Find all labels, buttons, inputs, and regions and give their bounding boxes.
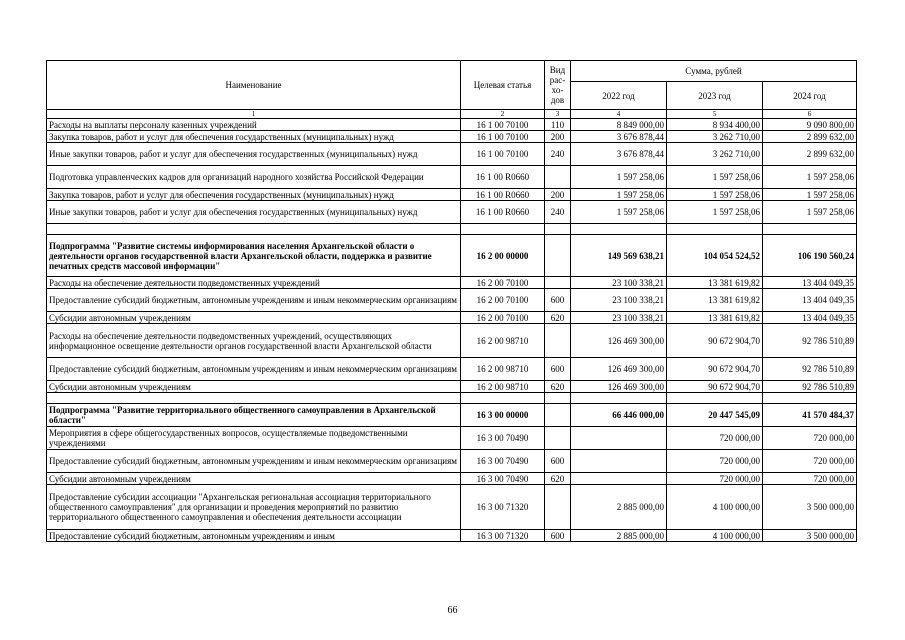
header-expense-type: Вид рас- хо- дов (545, 61, 571, 110)
expense-type-cell: 600 (545, 450, 571, 473)
amount-2022-cell: 3 676 878,44 (571, 143, 667, 166)
target-article-cell: 16 1 00 R0660 (461, 189, 545, 201)
amount-2024-cell: 720 000,00 (763, 450, 857, 473)
amount-2022-cell: 1 597 258,06 (571, 201, 667, 224)
header-target-article: Целевая статья (461, 61, 545, 110)
column-index: 5 (667, 110, 763, 119)
target-article-cell: 16 1 00 R0660 (461, 201, 545, 224)
amount-2023-cell: 3 262 710,00 (667, 131, 763, 143)
amount-2023-cell: 1 597 258,06 (667, 201, 763, 224)
amount-2023-cell: 13 381 619,82 (667, 312, 763, 324)
expense-type-cell: 200 (545, 189, 571, 201)
amount-2024-cell: 92 786 510,89 (763, 381, 857, 393)
table-row (47, 143, 857, 166)
target-article-cell: 16 1 00 70100 (461, 131, 545, 143)
amount-2024-cell: 13 404 049,35 (763, 289, 857, 312)
amount-2022-cell (571, 473, 667, 485)
expense-type-cell (545, 427, 571, 450)
table-row (47, 358, 857, 381)
amount-2023-cell: 90 672 904,70 (667, 324, 763, 358)
amount-2024-cell: 41 570 484,37 (763, 404, 857, 427)
column-index: 2 (461, 110, 545, 119)
amount-2022-cell: 2 885 000,00 (571, 485, 667, 530)
header-year-2022: 2022 год (571, 82, 667, 110)
amount-2022-cell: 23 100 338,21 (571, 312, 667, 324)
expense-type-cell: 600 (545, 530, 571, 542)
header-year-2024: 2024 год (763, 82, 857, 110)
table-row (47, 381, 857, 393)
name-cell: Предоставление субсидий бюджетным, автономным учреждениям и иным некоммерческим организациям (47, 289, 461, 312)
table-header (47, 61, 857, 119)
column-index-row (47, 110, 857, 119)
table-row (47, 289, 857, 312)
target-article-cell: 16 1 00 70100 (461, 143, 545, 166)
amount-2022-cell: 126 469 300,00 (571, 324, 667, 358)
column-index: 6 (763, 110, 857, 119)
target-article-cell: 16 1 00 R0660 (461, 166, 545, 189)
table-row (47, 312, 857, 324)
expense-type-cell: 620 (545, 312, 571, 324)
spacer-cell (545, 224, 571, 235)
amount-2023-cell: 13 381 619,82 (667, 289, 763, 312)
name-cell: Подпрограмма "Развитие системы информирования населения Архангельской области о деятельности органов государственной власти Архангельской области, поддержка и развитие печатных средств массовой информации" (47, 235, 461, 277)
expense-type-cell: 600 (545, 289, 571, 312)
amount-2024-cell: 1 597 258,06 (763, 189, 857, 201)
amount-2023-cell: 104 054 524,52 (667, 235, 763, 277)
subprogram-row (47, 235, 857, 277)
name-cell: Субсидии автономным учреждениям (47, 312, 461, 324)
name-cell: Иные закупки товаров, работ и услуг для обеспечения государственных (муниципальных) нужд (47, 201, 461, 224)
spacer-row (47, 393, 857, 404)
amount-2022-cell: 1 597 258,06 (571, 189, 667, 201)
table-body (47, 119, 857, 542)
amount-2023-cell: 720 000,00 (667, 427, 763, 450)
amount-2024-cell: 106 190 560,24 (763, 235, 857, 277)
target-article-cell: 16 2 00 98710 (461, 381, 545, 393)
table-row (47, 473, 857, 485)
table-row (47, 324, 857, 358)
table-row (47, 450, 857, 473)
amount-2024-cell: 92 786 510,89 (763, 358, 857, 381)
spacer-row (47, 224, 857, 235)
amount-2023-cell: 720 000,00 (667, 473, 763, 485)
amount-2022-cell: 8 849 000,00 (571, 119, 667, 131)
table-row (47, 131, 857, 143)
amount-2023-cell: 4 100 000,00 (667, 485, 763, 530)
name-cell: Субсидии автономным учреждениям (47, 473, 461, 485)
amount-2022-cell: 149 569 638,21 (571, 235, 667, 277)
expense-type-cell: 240 (545, 143, 571, 166)
amount-2023-cell: 90 672 904,70 (667, 381, 763, 393)
table-row (47, 485, 857, 530)
target-article-cell: 16 3 00 71320 (461, 530, 545, 542)
amount-2024-cell: 92 786 510,89 (763, 324, 857, 358)
name-cell: Мероприятия в сфере общегосударственных вопросов, осуществляемые подведомственными учреждениями (47, 427, 461, 450)
expense-type-cell (545, 485, 571, 530)
amount-2022-cell: 66 446 000,00 (571, 404, 667, 427)
spacer-cell (763, 393, 857, 404)
spacer-cell (667, 224, 763, 235)
name-cell: Субсидии автономным учреждениям (47, 381, 461, 393)
amount-2024-cell: 720 000,00 (763, 473, 857, 485)
expense-type-cell: 200 (545, 131, 571, 143)
amount-2024-cell: 720 000,00 (763, 427, 857, 450)
spacer-cell (545, 393, 571, 404)
amount-2023-cell: 90 672 904,70 (667, 358, 763, 381)
amount-2022-cell: 23 100 338,21 (571, 277, 667, 289)
target-article-cell: 16 2 00 98710 (461, 358, 545, 381)
amount-2023-cell: 3 262 710,00 (667, 143, 763, 166)
name-cell: Подготовка управленческих кадров для организаций народного хозяйства Российской Федерации (47, 166, 461, 189)
table-row (47, 530, 857, 542)
spacer-cell (47, 224, 461, 235)
amount-2024-cell: 2 899 632,00 (763, 131, 857, 143)
amount-2023-cell: 4 100 000,00 (667, 530, 763, 542)
amount-2024-cell: 3 500 000,00 (763, 485, 857, 530)
amount-2022-cell: 3 676 878,44 (571, 131, 667, 143)
expense-type-cell (545, 277, 571, 289)
expense-type-cell (545, 324, 571, 358)
amount-2022-cell: 126 469 300,00 (571, 358, 667, 381)
name-cell: Предоставление субсидий бюджетным, автономным учреждениям и иным (47, 530, 461, 542)
table-row (47, 427, 857, 450)
name-cell: Закупка товаров, работ и услуг для обеспечения государственных (муниципальных) нужд (47, 131, 461, 143)
header-year-2023: 2023 год (667, 82, 763, 110)
amount-2023-cell: 8 934 400,00 (667, 119, 763, 131)
spacer-cell (571, 224, 667, 235)
target-article-cell: 16 2 00 70100 (461, 289, 545, 312)
column-index: 1 (47, 110, 461, 119)
table-row (47, 201, 857, 224)
expense-type-cell (545, 235, 571, 277)
column-index: 4 (571, 110, 667, 119)
amount-2022-cell: 126 469 300,00 (571, 381, 667, 393)
target-article-cell: 16 3 00 70490 (461, 450, 545, 473)
name-cell: Подпрограмма "Развитие территориального общественного самоуправления в Архангельской области" (47, 404, 461, 427)
amount-2023-cell: 720 000,00 (667, 450, 763, 473)
expense-type-cell: 240 (545, 201, 571, 224)
spacer-cell (461, 224, 545, 235)
expense-type-cell: 600 (545, 358, 571, 381)
table-row (47, 166, 857, 189)
amount-2024-cell: 13 404 049,35 (763, 277, 857, 289)
expense-type-cell: 620 (545, 381, 571, 393)
target-article-cell: 16 2 00 70100 (461, 312, 545, 324)
expense-type-cell (545, 166, 571, 189)
target-article-cell: 16 3 00 71320 (461, 485, 545, 530)
amount-2024-cell: 1 597 258,06 (763, 166, 857, 189)
amount-2024-cell: 2 899 632,00 (763, 143, 857, 166)
spacer-cell (667, 393, 763, 404)
spacer-cell (47, 393, 461, 404)
target-article-cell: 16 2 00 70100 (461, 277, 545, 289)
subprogram-row (47, 404, 857, 427)
amount-2024-cell: 1 597 258,06 (763, 201, 857, 224)
column-index: 3 (545, 110, 571, 119)
target-article-cell: 16 2 00 98710 (461, 324, 545, 358)
amount-2023-cell: 1 597 258,06 (667, 166, 763, 189)
spacer-cell (461, 393, 545, 404)
amount-2022-cell: 1 597 258,06 (571, 166, 667, 189)
spacer-cell (571, 393, 667, 404)
page-number: 66 (447, 605, 458, 616)
table-row (47, 189, 857, 201)
target-article-cell: 16 2 00 00000 (461, 235, 545, 277)
name-cell: Предоставление субсидий бюджетным, автономным учреждениям и иным некоммерческим организациям (47, 358, 461, 381)
amount-2022-cell: 2 885 000,00 (571, 530, 667, 542)
amount-2023-cell: 13 381 619,82 (667, 277, 763, 289)
amount-2022-cell: 23 100 338,21 (571, 289, 667, 312)
amount-2023-cell: 20 447 545,09 (667, 404, 763, 427)
expense-type-cell: 620 (545, 473, 571, 485)
name-cell: Предоставление субсидий бюджетным, автономным учреждениям и иным некоммерческим организациям (47, 450, 461, 473)
header-sum: Сумма, рублей (571, 61, 857, 82)
amount-2022-cell (571, 450, 667, 473)
name-cell: Расходы на обеспечение деятельности подведомственных учреждений (47, 277, 461, 289)
target-article-cell: 16 3 00 70490 (461, 473, 545, 485)
amount-2024-cell: 13 404 049,35 (763, 312, 857, 324)
name-cell: Предоставление субсидии ассоциации "Архангельская региональная ассоциация территориального общественного самоуправления" для организации и проведения мероприятий по развитию территориального общественного самоуправления и обеспечения деятельности ассоциации (47, 485, 461, 530)
target-article-cell: 16 3 00 00000 (461, 404, 545, 427)
amount-2024-cell: 3 500 000,00 (763, 530, 857, 542)
name-cell: Расходы на выплаты персоналу казенных учреждений (47, 119, 461, 131)
amount-2023-cell: 1 597 258,06 (667, 189, 763, 201)
amount-2022-cell (571, 427, 667, 450)
budget-table (46, 60, 857, 542)
table-row (47, 277, 857, 289)
expense-type-cell (545, 404, 571, 427)
name-cell: Расходы на обеспечение деятельности подведомственных учреждений, осуществляющих информационное освещение деятельности органов государственной власти Архангельской области (47, 324, 461, 358)
target-article-cell: 16 1 00 70100 (461, 119, 545, 131)
name-cell: Иные закупки товаров, работ и услуг для обеспечения государственных (муниципальных) нужд (47, 143, 461, 166)
header-name: Наименование (47, 61, 461, 110)
expense-type-cell: 110 (545, 119, 571, 131)
target-article-cell: 16 3 00 70490 (461, 427, 545, 450)
spacer-cell (763, 224, 857, 235)
amount-2024-cell: 9 090 800,00 (763, 119, 857, 131)
name-cell: Закупка товаров, работ и услуг для обеспечения государственных (муниципальных) нужд (47, 189, 461, 201)
table-row (47, 119, 857, 131)
